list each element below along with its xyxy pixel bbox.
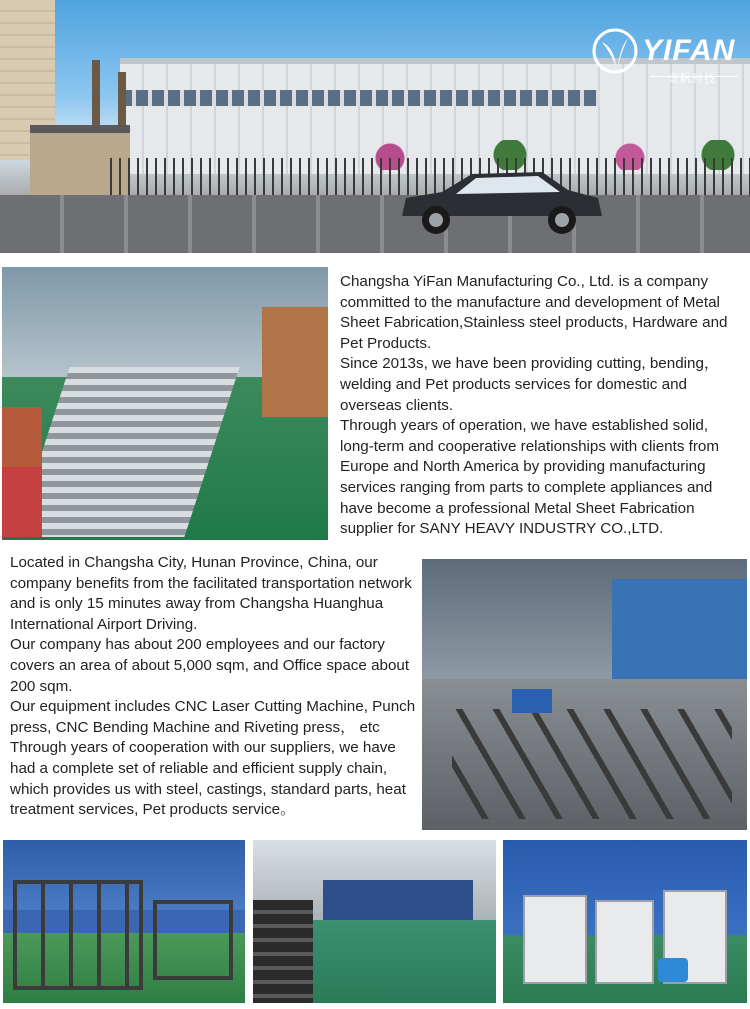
yifan-logo-icon: [592, 28, 638, 74]
car-icon: [392, 168, 606, 238]
intro-paragraph-2: Since 2013s, we have been providing cutting, bending， welding and Pet products services for domestic and overseas clients.: [340, 355, 720, 414]
frame-fabrication-image: [3, 840, 245, 1003]
brand-subtitle: 壹帆科技: [668, 73, 716, 85]
workshop-floor-image: [2, 267, 328, 540]
details-paragraph-1: Located in Changsha City, Hunan Province, China, our company benefits from the facilitated transportation network and is only 15 minutes away from Changsha Huanghua International Airport Driving.: [10, 554, 412, 633]
details-paragraph-2: Our company has about 200 employees and our factory covers an area of about 5,000 sqm, and Office space about 200 sqm.: [10, 636, 410, 695]
details-paragraph-4: Through years of cooperation with our suppliers, we have had a complete set of reliable and efficient supply chain, which provides us with steel, castings, standard parts, heat treatment services, Pet products service。: [10, 739, 406, 819]
welding-area-image: [422, 559, 747, 830]
details-paragraph-3: Our equipment includes CNC Laser Cutting Machine, Punch press, CNC Bending Machine and Riveting press， etc: [10, 698, 416, 736]
company-details-text-block: [10, 553, 420, 821]
cnc-machines-image: [503, 840, 747, 1003]
intro-paragraph-1: Changsha YiFan Manufacturing Co., Ltd. is a company committed to the manufacture and development of Metal Sheet Fabrication,Stainless steel products, Hardware and Pet Products.: [340, 273, 728, 352]
hero-factory-image: [0, 0, 750, 253]
road: [0, 195, 750, 253]
brand-name: YIFAN: [642, 34, 736, 67]
intro-text-block: [340, 272, 746, 540]
intro-paragraph-3: Through years of operation, we have established solid, long-term and cooperative relationships with clients from Europe and North America by providing manufacturing services ranging from parts to complete appliances and have become a professional Metal Sheet Fabrication supplier for SANY HEAVY INDUSTRY CO.,LTD.: [340, 417, 720, 538]
factory-windows: [120, 90, 600, 106]
bending-workshop-image: [253, 840, 496, 1003]
